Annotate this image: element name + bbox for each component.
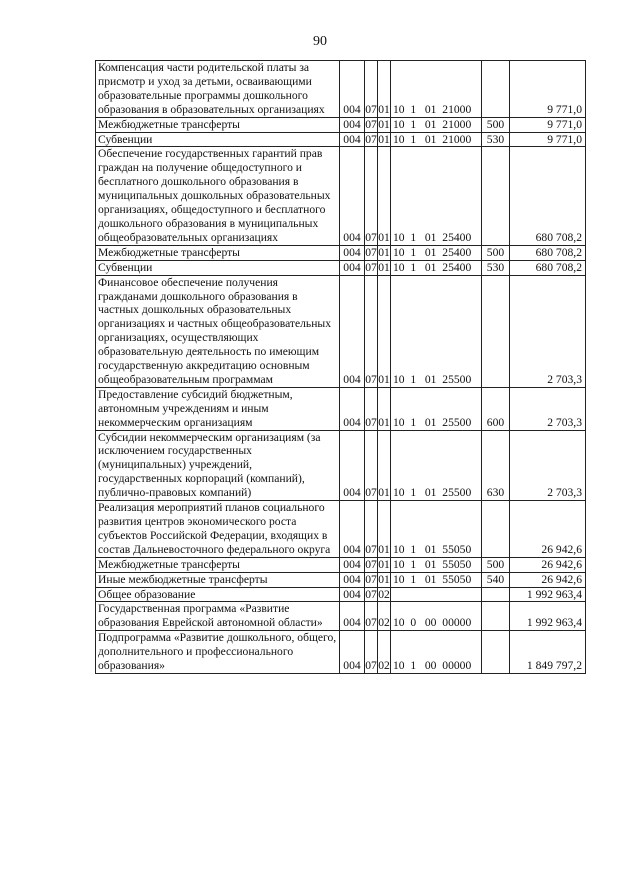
row-target-article-cell: 10 1 00 00000: [391, 631, 482, 674]
row-expense-type-cell: [482, 631, 510, 674]
row-ved-cell: 004: [340, 572, 365, 587]
row-name-cell: Предоставление субсидий бюджетным, автономным учреждениям и иным некоммерческим организациям: [96, 387, 340, 430]
row-ved-cell: 004: [340, 245, 365, 260]
row-section-cell: 07: [365, 245, 377, 259]
row-subsection-cell: 01: [378, 387, 391, 430]
row-name-cell: Компенсация части родительской платы за присмотр и уход за детьми, осваивающими образовательные программы дошкольного образования в образовательных организациях: [96, 61, 340, 118]
row-subsection-cell: 02: [378, 587, 390, 601]
row-amount-cell: 9 771,0: [510, 61, 586, 118]
row-section-cell: 07: [365, 631, 378, 674]
table-row: [96, 147, 586, 245]
row-amount-cell: 26 942,6: [510, 557, 586, 572]
row-section-cell: 07: [365, 61, 378, 118]
row-name-cell: Субвенции: [96, 132, 340, 147]
row-amount-cell: 1 992 963,4: [510, 587, 586, 602]
table-row: [96, 587, 586, 602]
row-section-cell: 07: [365, 275, 378, 387]
row-expense-type-cell: [482, 61, 510, 118]
row-subsection-cell: 01: [378, 572, 390, 586]
table-row: [96, 631, 586, 674]
row-expense-type-cell: [482, 275, 510, 387]
row-ved-cell: 004: [340, 61, 365, 118]
row-subsection-cell: 01: [378, 117, 390, 131]
row-expense-type-cell: 500: [482, 117, 510, 132]
row-ved-cell: 004: [340, 631, 365, 674]
row-expense-type-cell: [482, 147, 510, 245]
row-section-cell: 07: [365, 260, 377, 274]
row-section-cell: 07: [365, 587, 377, 601]
row-name-cell: Подпрограмма «Развитие дошкольного, общего, дополнительного и профессионального образования»: [96, 631, 340, 674]
row-expense-type-cell: 500: [482, 245, 510, 260]
row-target-article-cell: 10 1 01 21000: [391, 61, 482, 118]
row-amount-cell: 680 708,2: [510, 245, 586, 260]
row-subsection-cell: 01: [378, 557, 390, 571]
row-amount-cell: 680 708,2: [510, 147, 586, 245]
row-ved-cell: 004: [340, 501, 365, 558]
row-amount-cell: 1 849 797,2: [510, 631, 586, 674]
row-name-cell: Иные межбюджетные трансферты: [96, 572, 340, 587]
row-ved-cell: 004: [340, 275, 365, 387]
table-row: [96, 572, 586, 587]
row-subsection-cell: 02: [378, 631, 391, 674]
row-name-cell: Финансовое обеспечение получения гражданами дошкольного образования в частных дошкольных образовательных организациях и частных общеобразовательных организациях, осуществляющих образовательную деятельность по имеющим государственную аккредитацию основным общеобразовательным программам: [96, 275, 340, 387]
table-row: [96, 132, 586, 147]
budget-table: [95, 60, 586, 674]
row-ved-cell: 004: [340, 387, 365, 430]
row-target-article-cell: 10 1 01 25400: [391, 245, 482, 260]
row-name-cell: Обеспечение государственных гарантий прав граждан на получение общедоступного и бесплатного дошкольного образования в муниципальных дошкольных образовательных организациях, общедоступного и бесплатного дошкольного образования в муниципальных общеобразовательных организациях: [96, 147, 340, 245]
row-target-article-cell: 10 1 01 25400: [391, 147, 482, 245]
row-amount-cell: 26 942,6: [510, 501, 586, 558]
row-amount-cell: 2 703,3: [510, 275, 586, 387]
row-ved-cell: 004: [340, 260, 365, 275]
row-name-cell: Общее образование: [96, 587, 340, 602]
row-expense-type-cell: 530: [482, 260, 510, 275]
row-section-cell: 07: [365, 147, 378, 245]
row-target-article-cell: 10 1 01 21000: [391, 117, 482, 132]
row-name-cell: Субвенции: [96, 260, 340, 275]
row-target-article-cell: 10 1 01 55050: [391, 557, 482, 572]
row-ved-cell: 004: [340, 587, 365, 602]
row-name-cell: Реализация мероприятий планов социального развития центров экономического роста субъектов Российской Федерации, входящих в состав Дальневосточного федерального округа: [96, 501, 340, 558]
row-amount-cell: 9 771,0: [510, 117, 586, 132]
row-subsection-cell: 01: [378, 132, 390, 146]
row-expense-type-cell: 630: [482, 430, 510, 501]
row-expense-type-cell: [482, 587, 510, 602]
row-target-article-cell: 10 1 01 25400: [391, 260, 482, 275]
table-row: [96, 501, 586, 558]
row-amount-cell: 1 992 963,4: [510, 602, 586, 631]
row-subsection-cell: 01: [378, 147, 391, 245]
table-row: [96, 602, 586, 631]
row-name-cell: Государственная программа «Развитие образования Еврейской автономной области»: [96, 602, 340, 631]
row-subsection-cell: 01: [378, 501, 391, 558]
row-target-article-cell: 10 0 00 00000: [391, 602, 482, 631]
row-section-cell: 07: [365, 117, 377, 131]
row-expense-type-cell: [482, 602, 510, 631]
row-target-article-cell: 10 1 01 55050: [391, 572, 482, 587]
row-amount-cell: 2 703,3: [510, 430, 586, 501]
row-expense-type-cell: 600: [482, 387, 510, 430]
row-subsection-cell: 01: [378, 260, 390, 274]
row-amount-cell: 2 703,3: [510, 387, 586, 430]
row-subsection-cell: 01: [378, 61, 391, 118]
table-row: [96, 275, 586, 387]
row-target-article-cell: 10 1 01 25500: [391, 430, 482, 501]
row-subsection-cell: 02: [378, 602, 391, 631]
table-row: [96, 557, 586, 572]
row-subsection-cell: 01: [378, 245, 390, 259]
row-ved-cell: 004: [340, 430, 365, 501]
row-expense-type-cell: [482, 501, 510, 558]
row-section-cell: 07: [365, 602, 378, 631]
row-ved-cell: 004: [340, 602, 365, 631]
row-name-cell: Межбюджетные трансферты: [96, 245, 340, 260]
row-section-cell: 07: [365, 501, 378, 558]
row-target-article-cell: 10 1 01 21000: [391, 132, 482, 147]
row-section-cell: 07: [365, 132, 377, 146]
row-target-article-cell: 10 1 01 25500: [391, 275, 482, 387]
table-row: [96, 260, 586, 275]
row-ved-cell: 004: [340, 557, 365, 572]
row-ved-cell: 004: [340, 117, 365, 132]
row-amount-cell: 9 771,0: [510, 132, 586, 147]
row-subsection-cell: 01: [378, 430, 391, 501]
table-row: [96, 430, 586, 501]
table-row: [96, 117, 586, 132]
row-name-cell: Межбюджетные трансферты: [96, 117, 340, 132]
row-expense-type-cell: 540: [482, 572, 510, 587]
table-row: [96, 245, 586, 260]
row-target-article-cell: 10 1 01 25500: [391, 387, 482, 430]
row-section-cell: 07: [365, 430, 378, 501]
row-section-cell: 07: [365, 387, 378, 430]
row-ved-cell: 004: [340, 147, 365, 245]
row-target-article-cell: [391, 587, 482, 602]
row-subsection-cell: 01: [378, 275, 391, 387]
budget-table-body: [96, 61, 586, 674]
page-number: 90: [313, 34, 327, 49]
row-section-cell: 07: [365, 557, 377, 571]
row-expense-type-cell: 530: [482, 132, 510, 147]
row-target-article-cell: 10 1 01 55050: [391, 501, 482, 558]
row-name-cell: Межбюджетные трансферты: [96, 557, 340, 572]
row-amount-cell: 26 942,6: [510, 572, 586, 587]
row-amount-cell: 680 708,2: [510, 260, 586, 275]
table-row: [96, 61, 586, 118]
table-row: [96, 387, 586, 430]
row-ved-cell: 004: [340, 132, 365, 147]
row-section-cell: 07: [365, 572, 377, 586]
row-expense-type-cell: 500: [482, 557, 510, 572]
row-name-cell: Субсидии некоммерческим организациям (за исключением государственных (муниципальных) учреждений, государственных корпораций (компаний), публично-правовых компаний): [96, 430, 340, 501]
